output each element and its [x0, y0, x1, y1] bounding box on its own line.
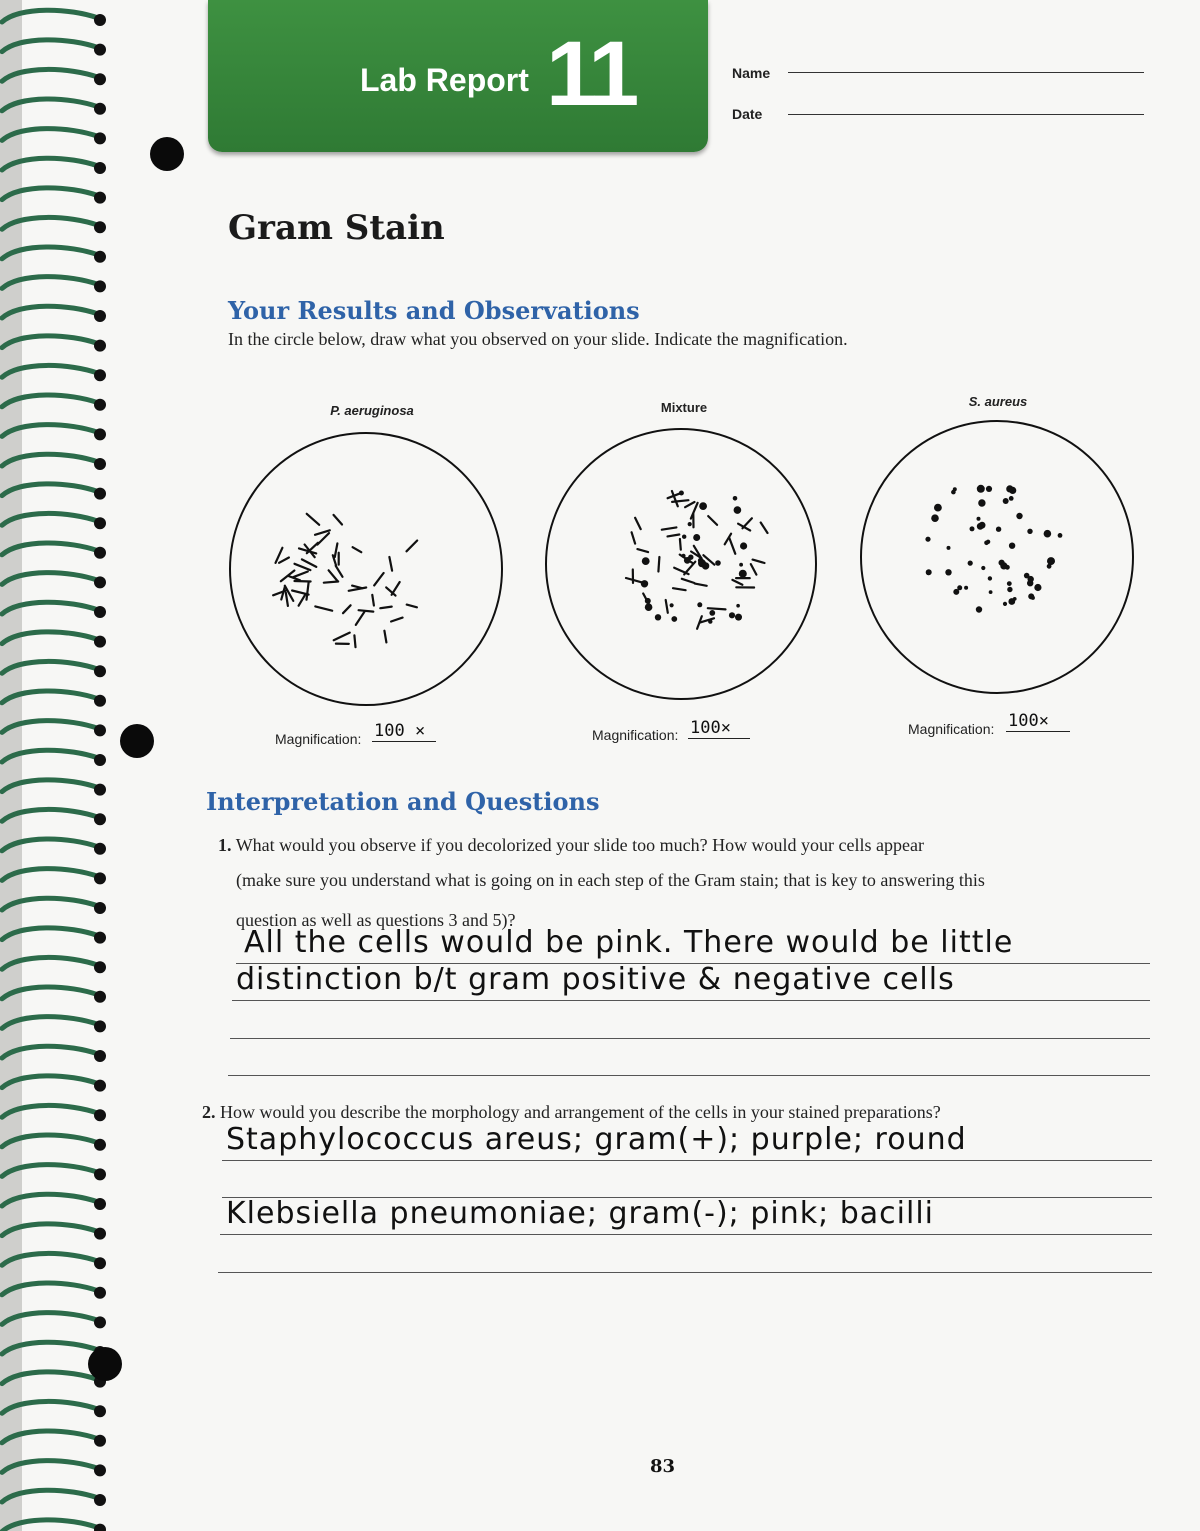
bacillus-sketch: [286, 593, 288, 606]
coccus-sketch: [739, 563, 743, 567]
results-heading: Your Results and Observations: [228, 296, 640, 325]
bacillus-sketch: [307, 514, 320, 525]
bacillus-sketch: [751, 564, 757, 575]
coccus-sketch: [1058, 533, 1063, 538]
page-number: 83: [650, 1456, 676, 1477]
results-instruction: In the circle below, draw what you observed on your slide. Indicate the magnification.: [228, 329, 848, 349]
bacillus-sketch: [334, 515, 343, 525]
coccus-sketch: [1016, 513, 1022, 519]
coccus-sketch: [925, 537, 930, 542]
coccus-sketch: [1009, 496, 1014, 501]
coccus-sketch: [996, 527, 1001, 532]
bacillus-sketch: [391, 618, 403, 622]
coccus-sketch: [934, 504, 942, 512]
coccus-sketch: [642, 557, 650, 565]
coccus-sketch: [978, 499, 985, 506]
question-1-line-1: 1. What would you observe if you decolorized your slide too much? How would your cells appear: [218, 835, 925, 855]
binding-hole: [94, 991, 106, 1003]
bacillus-sketch: [353, 547, 362, 552]
binding-hole: [94, 872, 106, 884]
bacillus-sketch: [307, 583, 309, 600]
coccus-sketch: [1007, 587, 1012, 592]
page-title: Gram Stain: [228, 208, 445, 248]
answer-line: [232, 1000, 1150, 1001]
coccus-sketch: [697, 602, 702, 607]
binding-hole: [94, 813, 106, 825]
observation-circle-mixture[interactable]: [546, 429, 816, 699]
bacillus-sketch: [668, 535, 680, 537]
bacillus-sketch: [637, 549, 648, 552]
coccus-sketch: [926, 571, 930, 575]
magnification-label: Magnification:: [592, 727, 679, 743]
question-2: 2. How would you describe the morphology and arrangement of the cells in your stained preparations?: [202, 1102, 941, 1122]
interpretation-heading: Interpretation and Questions: [206, 787, 600, 816]
observation-circle-p-aeruginosa[interactable]: [230, 433, 502, 705]
coccus-sketch: [671, 616, 677, 622]
bacillus-sketch: [352, 586, 362, 589]
binding-hole: [94, 1464, 106, 1476]
binding-hole: [94, 1020, 106, 1032]
coccus-sketch: [645, 603, 653, 611]
coccus-sketch: [977, 485, 985, 493]
coccus-sketch: [693, 534, 700, 541]
bacillus-sketch: [389, 557, 392, 571]
coccus-sketch: [979, 522, 986, 529]
coccus-sketch: [947, 546, 951, 550]
binding-hole: [94, 1316, 106, 1328]
binding-hole: [94, 1080, 106, 1092]
coccus-sketch: [1028, 576, 1034, 582]
bacillus-sketch: [658, 557, 659, 572]
answer-line[interactable]: [218, 1272, 1152, 1273]
binding-hole: [94, 902, 106, 914]
bacillus-sketch: [295, 581, 311, 582]
coccus-sketch: [735, 614, 742, 621]
coccus-sketch: [1031, 596, 1035, 600]
bacillus-sketch: [626, 578, 643, 583]
coccus-sketch: [976, 606, 982, 612]
coccus-sketch: [986, 486, 992, 492]
bacillus-sketch: [372, 595, 374, 606]
coccus-sketch: [702, 562, 709, 569]
bacillus-sketch: [407, 605, 417, 608]
coccus-sketch: [957, 585, 962, 590]
punch-hole: [88, 1347, 122, 1381]
coccus-sketch: [729, 612, 735, 618]
bacillus-sketch: [761, 523, 768, 534]
bacillus-sketch: [293, 572, 308, 578]
coccus-sketch: [670, 603, 674, 607]
bacillus-sketch: [662, 527, 677, 529]
magnification-label: Magnification:: [275, 731, 362, 747]
coccus-sketch: [709, 610, 715, 616]
coccus-sketch: [736, 604, 740, 608]
bacillus-sketch: [632, 532, 636, 543]
answer-line[interactable]: [230, 1038, 1150, 1039]
coccus-sketch: [708, 619, 712, 623]
bacillus-sketch: [695, 584, 707, 586]
bacillus-sketch: [334, 633, 350, 641]
binding-hole: [94, 1257, 106, 1269]
bacillus-sketch: [753, 560, 765, 563]
coccus-sketch: [984, 541, 989, 546]
bacillus-sketch: [682, 579, 695, 583]
question-1-line-3: question as well as questions 3 and 5)?: [236, 910, 516, 930]
binding-hole: [94, 1168, 106, 1180]
coccus-sketch: [989, 590, 993, 594]
binding-hole: [94, 1109, 106, 1121]
bacillus-sketch: [384, 631, 386, 643]
answer-1-line-2[interactable]: distinction b/t gram positive & negative cells: [236, 962, 955, 997]
coccus-sketch: [688, 522, 692, 526]
bacillus-sketch: [743, 518, 752, 528]
bacillus-sketch: [708, 516, 717, 525]
binding-hole: [94, 1228, 106, 1240]
date-label: Date: [732, 106, 763, 122]
bacillus-sketch: [324, 582, 338, 583]
bacillus-sketch: [729, 538, 735, 554]
coccus-sketch: [1044, 530, 1052, 538]
bacillus-sketch: [317, 533, 329, 545]
bacillus-sketch: [295, 564, 311, 570]
magnification-label: Magnification:: [908, 721, 995, 737]
coccus-sketch: [977, 517, 981, 521]
bacillus-sketch: [680, 539, 681, 550]
answer-2-line-2[interactable]: Klebsiella pneumoniae; gram(-); pink; bacilli: [226, 1196, 934, 1231]
coccus-sketch: [681, 554, 685, 558]
coccus-sketch: [931, 514, 939, 522]
bacillus-sketch: [315, 606, 332, 610]
answer-1-line-1[interactable]: All the cells would be pink. There would be little: [244, 925, 1014, 960]
coccus-sketch: [964, 586, 968, 590]
coccus-sketch: [988, 576, 992, 580]
coccus-sketch: [1047, 557, 1055, 565]
bacillus-sketch: [354, 635, 355, 647]
binding-hole: [94, 932, 106, 944]
bacillus-sketch: [673, 588, 686, 590]
binding-hole: [94, 1050, 106, 1062]
bacillus-sketch: [359, 610, 374, 611]
bacillus-sketch: [374, 573, 383, 585]
binding-hole: [94, 1494, 106, 1506]
coccus-sketch: [981, 566, 985, 570]
coccus-sketch: [641, 580, 648, 587]
magnification-value-p-aeruginosa[interactable]: 100 ×: [372, 721, 436, 742]
bacillus-sketch: [732, 580, 742, 585]
coccus-sketch: [1003, 602, 1007, 606]
bacillus-sketch: [281, 571, 295, 582]
bacillus-sketch: [335, 543, 338, 557]
answer-2-line-1[interactable]: Staphylococcus areus; gram(+); purple; round: [226, 1122, 967, 1157]
observation-circles: [0, 0, 1200, 760]
coccus-sketch: [1006, 485, 1013, 492]
bacillus-sketch: [635, 518, 641, 529]
coccus-sketch: [1034, 584, 1041, 591]
slide-label-p-aeruginosa: P. aeruginosa: [330, 403, 414, 418]
bacillus-sketch: [302, 559, 316, 567]
coccus-sketch: [682, 535, 686, 539]
answer-line[interactable]: [228, 1075, 1150, 1076]
magnification-value-mixture[interactable]: 100×: [688, 718, 750, 739]
bacillus-sketch: [708, 608, 726, 609]
observation-circle-s-aureus[interactable]: [861, 421, 1133, 693]
coccus-sketch: [645, 598, 651, 604]
bacillus-sketch: [407, 541, 418, 552]
coccus-sketch: [951, 490, 956, 495]
coccus-sketch: [734, 506, 742, 514]
binding-hole: [94, 843, 106, 855]
binding-hole: [94, 1287, 106, 1299]
bacillus-sketch: [356, 612, 365, 625]
coccus-sketch: [740, 542, 747, 549]
coccus-sketch: [970, 526, 975, 531]
coccus-sketch: [968, 561, 973, 566]
binding-hole: [94, 961, 106, 973]
coccus-sketch: [1013, 597, 1017, 601]
bacillus-sketch: [299, 595, 305, 606]
banner-title: Lab Report: [360, 62, 529, 98]
bacillus-sketch: [380, 607, 391, 609]
question-1-line-2: (make sure you understand what is going on in each step of the Gram stain; that is key to answering this: [236, 870, 985, 890]
answer-line: [220, 1234, 1152, 1235]
slide-label-mixture: Mixture: [660, 400, 708, 415]
question-1-number: 1.: [218, 835, 232, 855]
coccus-sketch: [739, 570, 747, 578]
coccus-sketch: [733, 496, 738, 501]
coccus-sketch: [715, 560, 721, 566]
coccus-sketch: [1007, 581, 1012, 586]
magnification-value-s-aureus[interactable]: 100×: [1006, 711, 1070, 732]
bacillus-sketch: [329, 570, 338, 581]
bacillus-sketch: [672, 491, 678, 506]
bacillus-sketch: [666, 600, 668, 613]
binding-hole: [94, 784, 106, 796]
coccus-sketch: [1027, 529, 1032, 534]
question-2-number: 2.: [202, 1102, 216, 1122]
slide-label-s-aureus: S. aureus: [968, 394, 1028, 409]
coccus-sketch: [684, 557, 691, 564]
coccus-sketch: [1047, 564, 1052, 569]
binding-hole: [94, 1139, 106, 1151]
name-label: Name: [732, 65, 771, 81]
binding-hole: [94, 1198, 106, 1210]
bacillus-sketch: [336, 566, 343, 577]
coccus-sketch: [1003, 498, 1009, 504]
coccus-sketch: [699, 502, 707, 510]
answer-line: [222, 1160, 1152, 1161]
coccus-sketch: [1000, 562, 1007, 569]
coccus-sketch: [945, 569, 951, 575]
binding-hole: [94, 1405, 106, 1417]
coccus-sketch: [1009, 543, 1015, 549]
bacillus-sketch: [279, 558, 289, 563]
binding-hole: [94, 1435, 106, 1447]
bacillus-sketch: [685, 502, 694, 507]
banner-number: 11: [546, 23, 636, 125]
coccus-sketch: [655, 614, 661, 620]
bacillus-sketch: [343, 605, 351, 613]
